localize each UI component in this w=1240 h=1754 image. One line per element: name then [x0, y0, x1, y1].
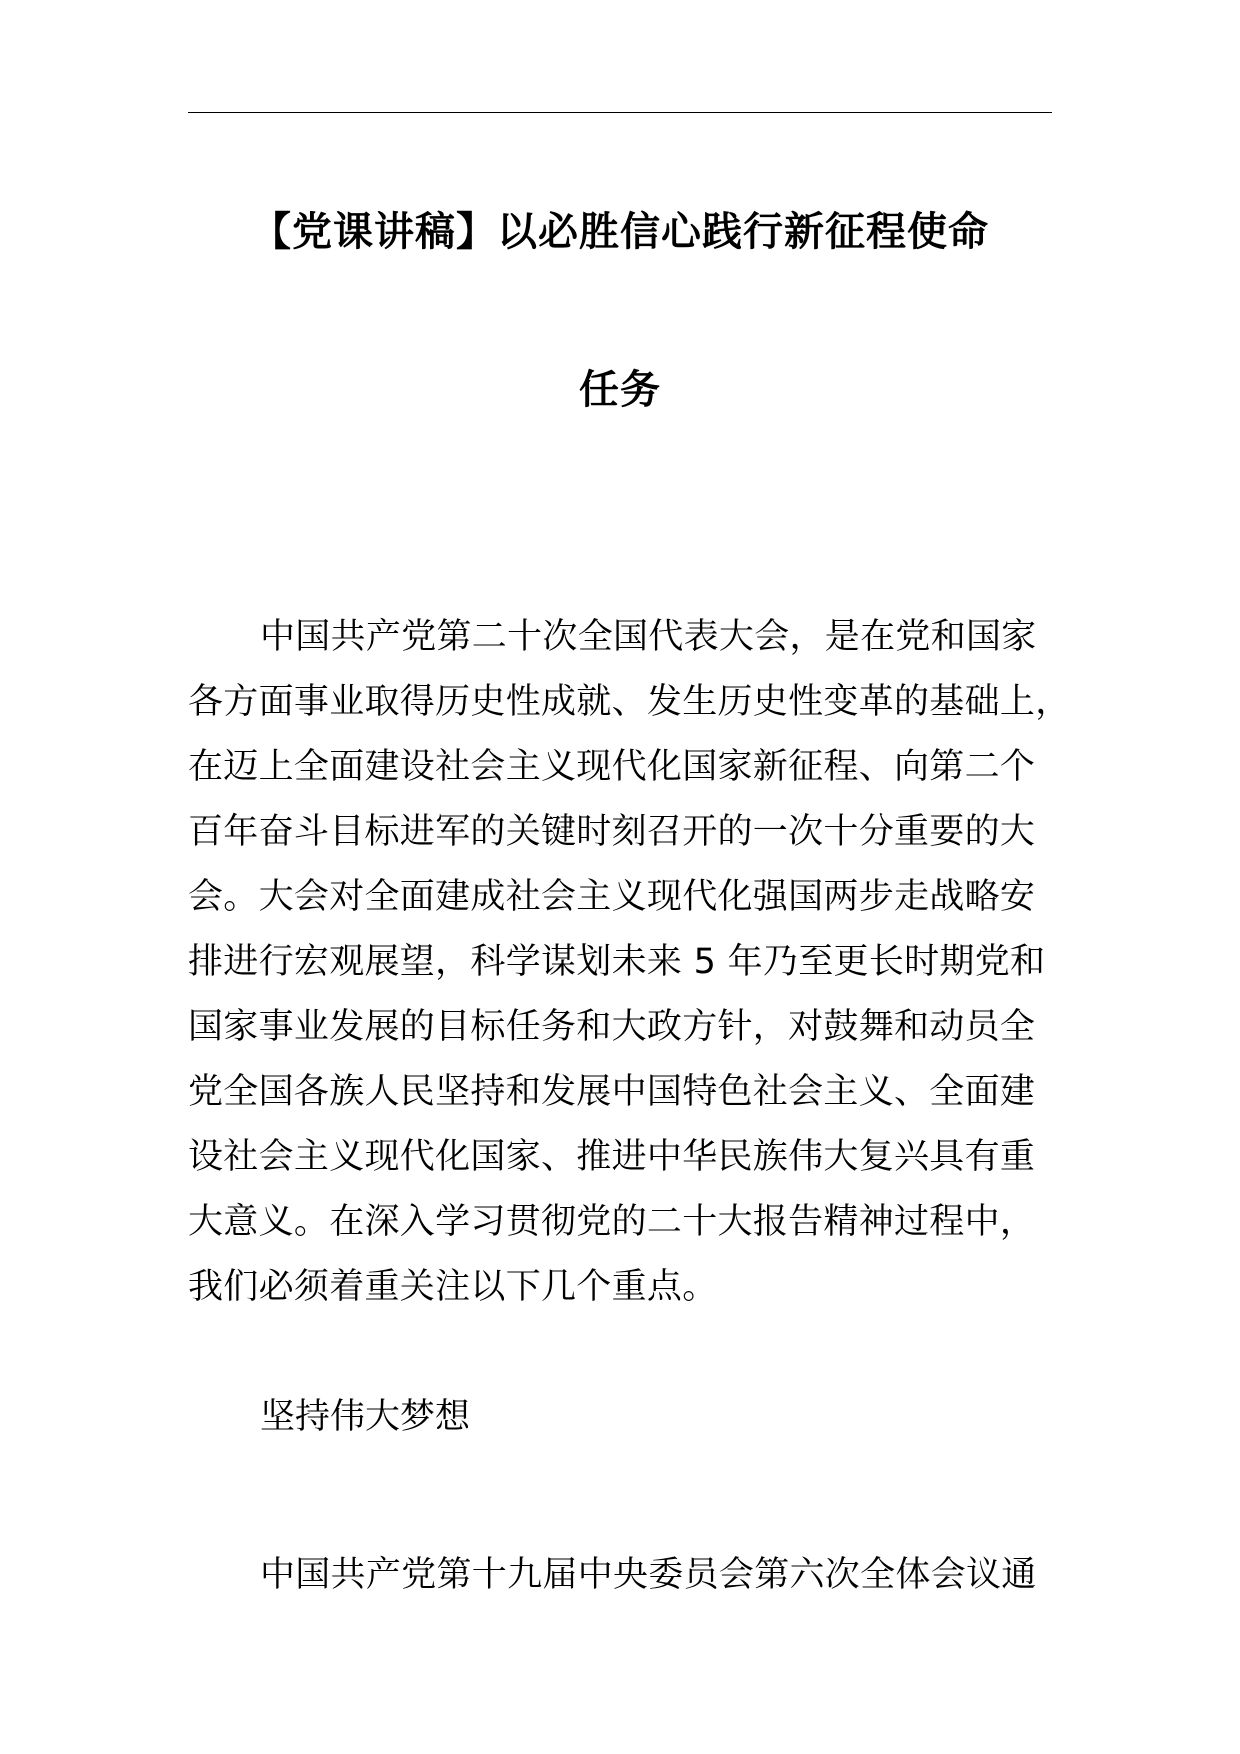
paragraph-line: 大意义。在深入学习贯彻党的二十大报告精神过程中，	[188, 1202, 1036, 1242]
document-title-line-1: 【党课讲稿】以必胜信心践行新征程使命	[251, 209, 989, 255]
paragraph-line: 党全国各族人民坚持和发展中国特色社会主义、全面建	[188, 1072, 1036, 1112]
second-paragraph-line: 中国共产党第十九届中央委员会第六次全体会议通	[260, 1555, 1037, 1595]
paragraph-line: 我们必须着重关注以下几个重点。	[188, 1267, 718, 1307]
paragraph-line: 百年奋斗目标进军的关键时刻召开的一次十分重要的大	[188, 812, 1036, 852]
paragraph-line: 会。大会对全面建成社会主义现代化强国两步走战略安	[188, 877, 1036, 917]
paragraph-line: 在迈上全面建设社会主义现代化国家新征程、向第二个	[188, 747, 1036, 787]
paragraph-line: 设社会主义现代化国家、推进中华民族伟大复兴具有重	[188, 1137, 1036, 1177]
document-title-line-2: 任务	[579, 367, 661, 413]
intro-paragraph	[188, 605, 1071, 1320]
header-rule	[188, 112, 1052, 113]
paragraph-line: 国家事业发展的目标任务和大政方针，对鼓舞和动员全	[188, 1007, 1036, 1047]
paragraph-line: 中国共产党第二十次全国代表大会，是在党和国家	[260, 617, 1037, 657]
section-heading: 坚持伟大梦想	[260, 1397, 471, 1437]
paragraph-line: 排进行宏观展望，科学谋划未来 5 年乃至更长时期党和	[188, 942, 1046, 982]
paragraph-line: 各方面事业取得历史性成就、发生历史性变革的基础上，	[188, 682, 1071, 722]
